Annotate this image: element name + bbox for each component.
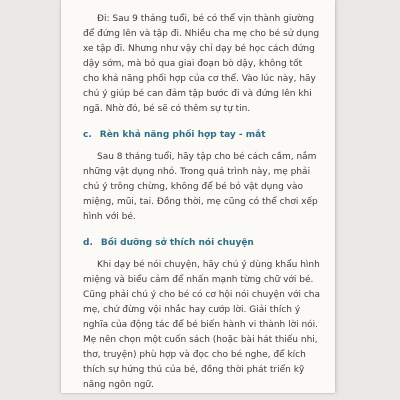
- heading-c-text: Rèn khả năng phối hợp tay - mắt: [99, 130, 266, 140]
- book-page: [61, 0, 335, 393]
- paragraph-speaking: Khi dạy bé nói chuyện, hãy chú ý dùng khẩu hình miệng và biểu cảm để nhấn mạnh từng chữ với bé. Cũng phải chú ý cho bé có cơ hội nói chuyện với cha mẹ, chứ đừng vội nhắc hay cướp lời. Giải thích ý nghĩa của động tác để bé biến hành vi thành lời nói. Mẹ nên chọn một cuốn sách (hoặc bài hát thiếu nhi, thơ, truyện) phù hợp và đọc cho bé nghe, để kích thích sự hứng thú của bé, đồng thời phát triển kỹ năng ngôn ngữ.: [83, 260, 321, 390]
- heading-d-number: d.: [83, 238, 93, 248]
- heading-c-number: c.: [83, 130, 92, 140]
- heading-c: [83, 128, 321, 143]
- page-content: [83, 12, 321, 393]
- paragraph-walking: Đi: Sau 9 tháng tuổi, bé có thể vịn thành giường để đứng lên và tập đi. Nhiều cha mẹ cho bé sử dụng xe tập đi. Nhưng như vậy chỉ dạy bé học cách đứng dậy sớm, mà bỏ qua giai đoạn bò dậy, không tốt cho khả năng phối hợp của cơ thể. Vào lúc này, hãy chú ý giúp bé can đảm tập bước đi và đứng lên khi ngã. Nhờ đó, bé sẽ có thêm sự tự tin.: [83, 14, 320, 114]
- heading-d: [83, 236, 321, 251]
- heading-d-text: Bồi dưỡng sở thích nói chuyện: [100, 238, 254, 248]
- paragraph-hand-eye: Sau 8 tháng tuổi, hãy tập cho bé cách cầm, nắm những vật dụng nhỏ. Trong quá trình này, mẹ phải chú ý trông chừng, không để bé bỏ vật dụng vào miệng, mũi, tai. Đồng thời, mẹ cũng có thể chơi xếp hình với bé.: [83, 152, 318, 222]
